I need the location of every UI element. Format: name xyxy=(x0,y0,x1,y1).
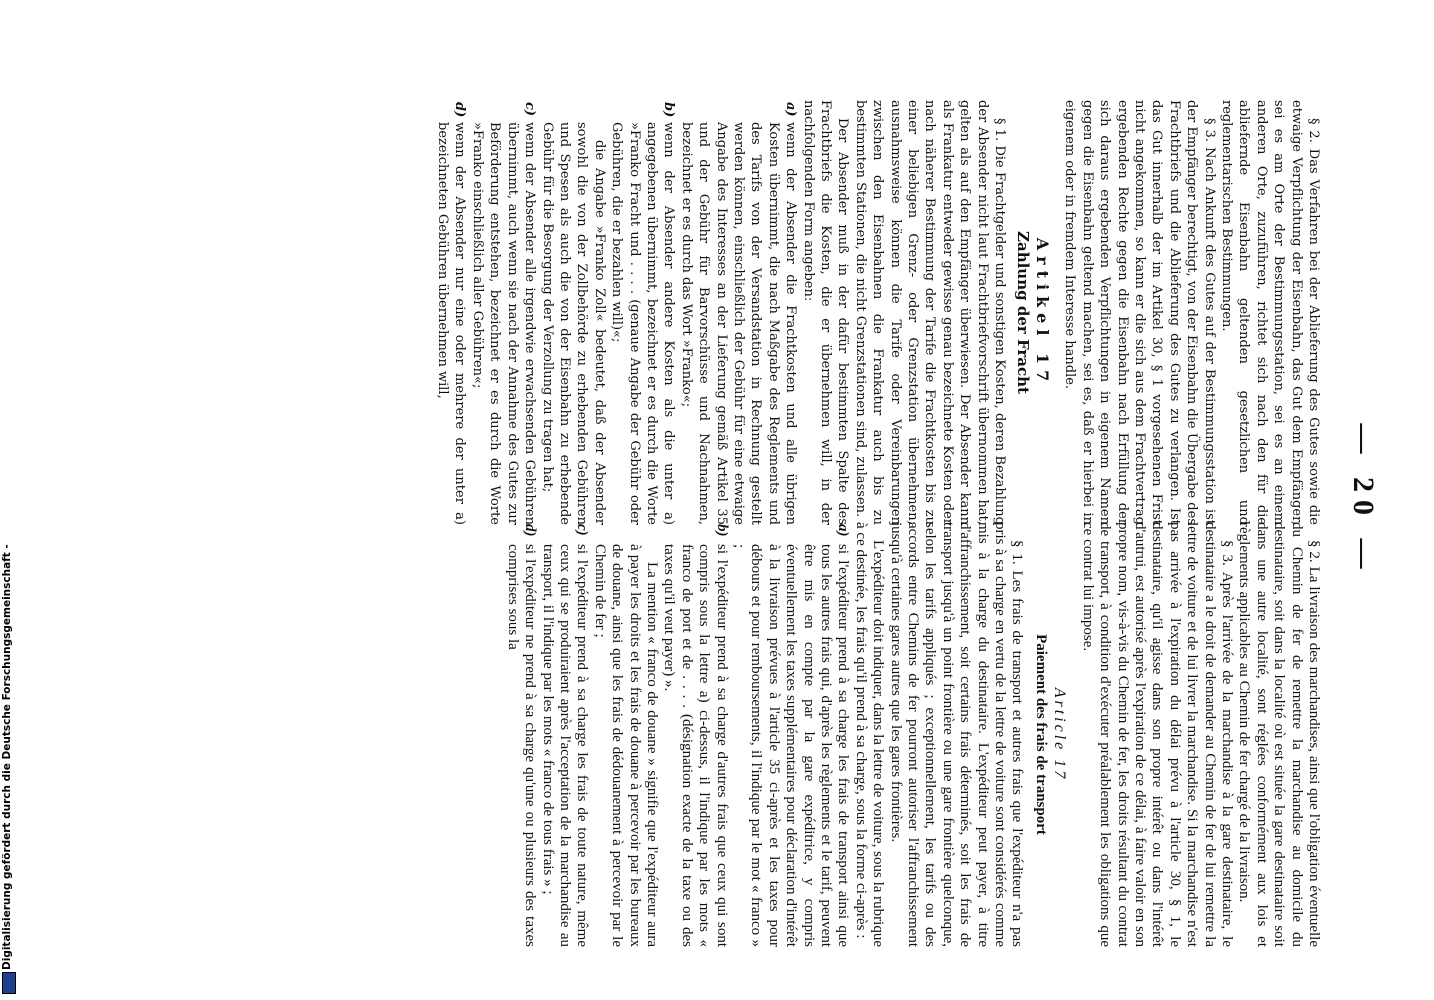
list-marker: d) xyxy=(522,524,539,537)
german-paragraph-3: § 3. Nach Ankunft des Gutes auf der Bestimmungsstation ist der Empfänger berechtigt, von der Eisenbahn die Übergabe des Frachtbriefs und die Ablieferung des Gutes zu verlangen. Ist das Gut innerhalb der im Artikel 30, § 1 vorgesehenen Frist nicht angekommen, so kann er die sich aus dem Frachtvertrag ergebenden Rechte gegen die Eisenbahn nach Erfüllung der sich daraus ergebenden Verpflichtungen in eigenem Namen gegen die Eisenbahn geltend machen, sei es, daß er hierbei in eigenem oder in fremdem Interesse handle. xyxy=(1062,100,1217,525)
list-item-text: wenn der Absender die Frachtkosten und alle übrigen Kosten übernimmt, die nach Maßgabe des Reglements und des Tarifs von der Versandstation in Rechnung gestellt werden können, einschließlich der Gebühr für eine etwaige Angabe des Interesses an der Lieferung gemäß Artikel 35 und der Gebühr für Barvorschüsse und Nachnahmen, bezeichnet er es durch das Wort »Franko«; xyxy=(678,122,799,525)
german-list-item xyxy=(608,102,678,525)
dfg-logo-icon xyxy=(2,972,16,994)
french-article-paragraph: L'expéditeur doit indiquer, dans la lettre de voiture, sous la rubrique à ce destinée, les frais qu'il prend à sa charge, sous la forme ci-après : xyxy=(852,522,887,947)
list-marker: b) xyxy=(661,102,677,118)
german-list-item xyxy=(469,102,539,525)
french-list-note: La mention « franco de douane » signifie que l'expéditeur aura à payer les droits et les frais de douane à percevoir par les bureaux de douane, ainsi que les frais de dédouanement à percevoir par le Chemin de fer ; xyxy=(591,544,660,947)
french-list-item xyxy=(538,524,591,947)
list-marker: c) xyxy=(522,102,538,117)
french-paragraph-2: § 2. La livraison des marchandises, ainsi que l'obligation éventuelle du Chemin de fer de remettre la marchandise au domicile du destinataire, soit dans la localité où est située la gare destinataire soit dans une autre localité, sont réglées conformément aux lois et règlements applicables au Chemin de fer chargé de la livraison. xyxy=(1236,522,1322,947)
german-list-item xyxy=(434,102,469,525)
list-item-text: si l'expéditeur prend à sa charge d'autres frais que ceux qui sont compris sous la lettre a) ci-dessus, il l'indique par les mots « franco de port et de . . . . (désignation exacte de la taxe ou des taxes qu'il veut payer) ». xyxy=(661,544,730,947)
french-list-item xyxy=(503,524,539,947)
list-item-text: wenn der Absender andere Kosten als die unter a) angegebenen übernimmt, bezeichnet er es durch die Worte »Franko Fracht und . . . . (genaue Angabe der Gebühr oder Gebühren, die er bezahlen will)«; xyxy=(609,122,677,525)
digitization-footer xyxy=(0,0,16,1000)
french-article-subtitle: Paiement des frais de transport xyxy=(1032,634,1049,835)
list-item-text: wenn der Absender alle irgendwie erwachsenden Gebühren übernimmt, auch wenn sie nach der Annahme des Gutes zur Beförderung entstehen, bezeichnet er es durch die Worte »Franko einschließlich aller Gebühren«; xyxy=(469,122,538,525)
german-paragraph-2: § 2. Das Verfahren bei der Ablieferung des Gutes sowie die etwaige Verpflichtung der Eisenbahn, das Gut dem Empfänger, sei es am Orte der Bestimmungsstation, sei es an einem anderen Orte, zuzuführen, richtet sich nach den für die abliefernde Eisenbahn geltenden gesetzlichen und reglementarischen Bestimmungen. xyxy=(1218,100,1321,525)
german-list-item xyxy=(677,102,799,525)
french-column xyxy=(503,522,1322,947)
french-article-title: Article 17 xyxy=(1051,687,1069,782)
list-marker: b) xyxy=(713,524,730,537)
list-item-text: si l'expéditeur prend à sa charge les frais de toute nature, même ceux qui se produiraient après l'acceptation de la marchandise au transport, il l'indique par les mots « franco de tous frais » ; xyxy=(539,544,591,947)
list-marker: d) xyxy=(452,102,468,118)
list-marker: c) xyxy=(574,524,591,536)
list-item-text: si l'expéditeur prend à sa charge les frais de transport ainsi que tous les autres frais qui, d'après les règlements et le tarif, peuvent être mis en compte par la gare expéditrice, y compris éventuellement les taxes supplémentaires pour déclaration d'intérêt à la livraison prévues à l'article 35 ci-après et les taxes pour débours et pour remboursements, il l'indique par le mot « franco » ; xyxy=(731,544,852,947)
list-item-text: wenn der Absender nur eine oder mehrere der unter a) bezeichneten Gebühren übernehmen will, xyxy=(435,122,468,525)
french-list-item xyxy=(660,524,730,947)
french-paragraph-3: § 3. Après l'arrivée de la marchandise à la gare destinataire, le destinataire a le droit de demander au Chemin de fer de lui remettre la lettre de voiture et de lui livrer la marchandise. Si la marchandise n'est pas arrivée à l'expiration du délai prévu à l'article 30, § 1, le destinataire, qu'il agisse dans son propre intérêt ou dans l'intérêt d'autrui, est autorisé après l'expiration de ce délai, à faire valoir en son propre nom, vis-à-vis du Chemin de fer, les droits résultant du contrat de transport, à condition d'exécuter préalablement les obligations que ce contrat lui impose. xyxy=(1079,522,1235,947)
list-marker: a) xyxy=(835,524,852,537)
german-article-paragraph: Der Absender muß in der dafür bestimmten Spalte des Frachtbriefs die Kosten, die er übernehmen will, in der nachfolgenden Form angeben: xyxy=(800,100,851,525)
digitization-credit-text: Digitalisierung gefördert durch die Deutsche Forschungsgemeinschaft - xyxy=(1,544,13,970)
list-marker: a) xyxy=(783,102,799,117)
page-number: — 20 — xyxy=(1347,423,1380,577)
list-item-text: si l'expéditeur ne prend à sa charge qu'une ou plusieurs des taxes comprises sous la xyxy=(504,544,539,947)
german-article-title: Artikel 17 xyxy=(1032,237,1052,388)
german-article-subtitle: Zahlung der Fracht xyxy=(1014,231,1033,394)
german-list-note: die Angabe »Franko Zoll« bedeutet, daß der Absender sowohl die von der Zollbehörde zu erhebenden Gebühren und Spesen als auch die von der Eisenbahn zu erhebende Gebühr für die Besorgung der Verzollung zu tragen hat; xyxy=(539,122,607,525)
french-article-paragraph: § 1. Les frais de transport et autres frais que l'expéditeur n'a pas pris à sa charge en vertu de la lettre de voiture sont considérés comme mis à la charge du destinataire. L'expéditeur peut payer, à titre d'affranchissement, soit certains frais déterminés, soit les frais de transport jusqu'à un point frontière ou une gare frontière quelconque, selon les tarifs appliqués ; exceptionnellement, les tarifs ou des accords entre Chemins de fer pourront autoriser l'affranchissement jusqu'à certaines gares autres que les gares frontières. xyxy=(887,522,1026,947)
german-column xyxy=(434,100,1322,525)
german-article-paragraph: § 1. Die Frachtgelder und sonstigen Kosten, deren Bezahlung der Absender nicht laut Frachtbriefvorschrift übernommen hat, gelten als auf den Empfänger überwiesen. Der Absender kann als Frankatur entweder gewisse genau bezeichnete Kosten oder nach näherer Bestimmung der Tarife die Frachtkosten bis zu einer beliebigen Grenz- oder Grenzstation übernehmen; ausnahmsweise können die Tarife oder Vereinbarungen zwischen den Eisenbahnen die Frankatur auch bis zu bestimmten Stationen, die nicht Grenzstationen sind, zulassen. xyxy=(852,100,1008,525)
french-list-item xyxy=(730,524,852,947)
